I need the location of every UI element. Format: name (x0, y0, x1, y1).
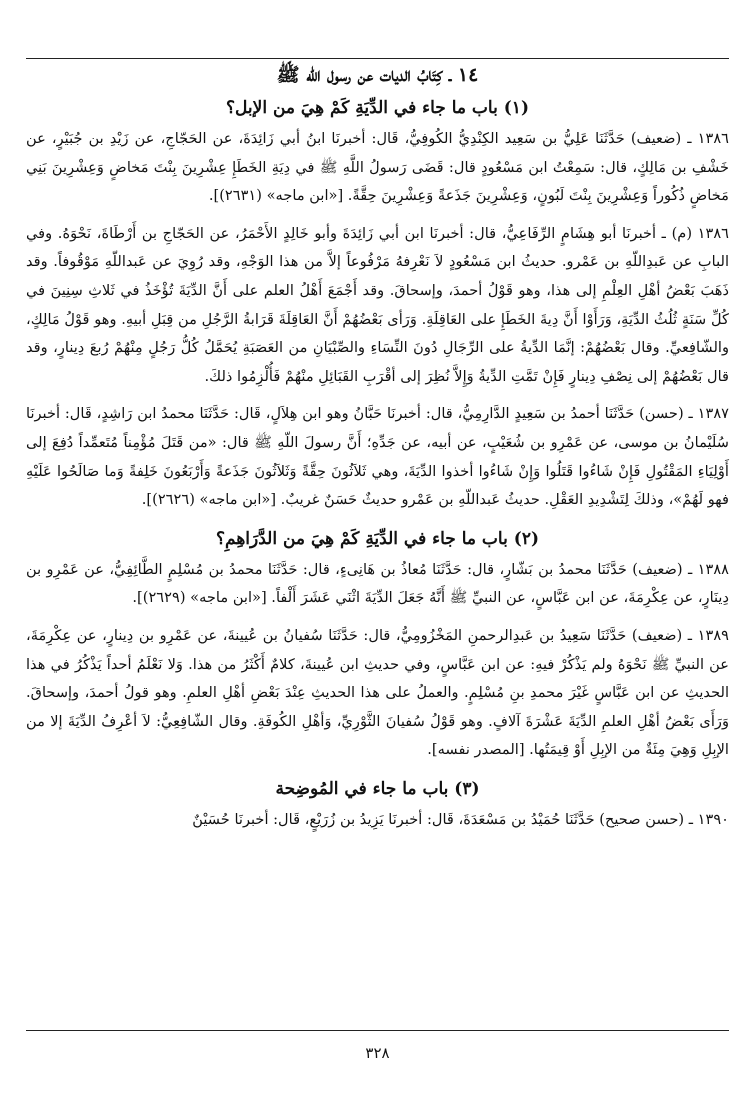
hadith-paragraph: ١٣٨٦ ـ (ضعيف) حَدَّثَنَا عَلِيُّ بن سَعِيد الكِنْدِيُّ الكُوفِيُّ، قَال: أخبرنَا ابنُ أبي زَائِدَةَ، عن الحَجّاجِ، عن زَيْدِ بن جُبَيْرٍ، عن خَشْفِ بن مَالِكٍ، قال: سَمِعْتُ ابن مَسْعُودٍ قال: قَضَى رَسولُ اللَّهِ ﷺ في دِيَةِ الخَطَإِ عِشْرِينَ بِنْتَ مَخاضٍ وَعِشْرِينَ بَنِي مَخاضٍ ذُكُوراً وَعِشْرِينَ بِنْتَ لَبُونٍ، وَعِشْرِينَ جَذَعةً وَعِشْرِينَ حِقَّةً. [«ابن ماجه» (٢٦٣١)]. (26, 130, 729, 205)
top-rule (26, 58, 729, 59)
hadith-paragraph: ١٣٨٧ ـ (حسن) حَدَّثَنَا أحمدُ بن سَعِيدٍ الدَّارِمِيُّ، قال: أخبرنَا حَبَّانُ وهو ابن هِلاَلٍ، قَال: حَدَّثَنَا محمدُ ابن رَاشِدٍ، قَال: أخبرنَا سُلَيْمانُ بن موسى، عن عَمْرِو بن شُعَيْبٍ، عن أبيه، عن جَدِّهِ؛ أَنَّ رسولَ اللّهِ ﷺ قال: «من قَتَلَ مُؤْمِناً مُتَعمِّداً دُفِعَ إلى أَوْلِيَاءِ المَقْتُولِ فَإِنْ شَاءُوا قَتَلُوا وَإِنْ شَاءُوا أخذوا الدِّيَةَ، وهي ثَلاَثُونَ حِقَّةً وَثَلاَثُونَ جَذَعةً وَأَرْبَعُونَ خَلِفةً وَما صَالَحُوا عَلَيْهِ فهو لَهُمْ»، وذلكَ لِتَشْدِيدِ العَقْلِ. حديثُ عَبداللّهِ بن عَمْرو حديثٌ حَسَنٌ غريبٌ. [«ابن ماجه» (٢٦٢٦)]. (26, 405, 729, 509)
section-heading: (١) باب ما جاء في الدِّيَةِ كَمْ هِيَ من الإبل؟ (226, 98, 529, 118)
hadith-paragraph: ١٣٩٠ ـ (حسن صحيح) حَدَّثَنَا حُمَيْدُ بن مَسْعَدَةَ، قَال: أخبرنَا يَزِيدُ بن زُرَيْعٍ، قَال: أخبرنَا حُسَيْنٌ (192, 810, 729, 828)
hadith-paragraph: ١٣٨٦ (م) ـ أخبرنَا أبو هِشَامٍ الرِّفَاعِيُّ، قال: أخبرنَا ابن أبي زَائِدَةَ وأبو خَالِدٍ الأَحْمَرُ، عن الحَجّاجِ بن أَرْطَاةَ، نَحْوَهُ. وفي البابِ عن عَبدِاللّهِ بن عَمْرو. حديثُ ابن مَسْعُودٍ لاَ نَعْرِفهُ مَرْفُوعاً إلاَّ من هذا الوَجْهِ، وقد رُوِيَ عن عَبداللّهِ مَوْقُوفاً. وقد ذَهَبَ بَعْضُ أهْلِ العِلْمِ إلى هذا، وهو قَوْلُ أحمدَ، وإسحاقَ. وقد أَجْمَعَ أَهْلُ العلم على أَنَّ الدِّيَةَ تُؤْخَذُ في ثَلاثِ سِنِينَ في كُلِّ سَنَةٍ ثُلُثُ الدِّيَةِ، وَرَأَوْا أَنَّ دِيةَ الخَطَإِ على العَاقِلَةِ. وَرَأى بَعْضُهُمْ أَنَّ العَاقِلَةَ قَرَابةُ الرَّجُلِ من قِبَلِ أبيهِ. وهو قَوْلُ مَالِكٍ، والشّافِعيِّ. وقال بَعْضُهُمْ: إنَّمَا الدِّيةُ على الرِّجَالِ دُونَ النِّسَاءِ والصِّبْيَانِ من العَصَبَةِ يُحَمَّلُ كُلُّ رَجُلٍ مِنْهُمْ رُبعَ دِينارٍ، وقد قال بَعْضُهُمْ إلى نِصْفِ دِينارٍ فَإِنْ تَمَّتِ الدِّيةُ وَإِلاَّ نُظِرَ إلى أقْرَبِ القَبَائِلِ منْهُمْ فَأُلْزِمُوا ذلكَ. (26, 224, 729, 385)
section-heading: (٢) باب ما جاء في الدِّيَةِ كَمْ هِيَ من الدَّرَاهِمِ؟ (216, 528, 539, 549)
hadith-paragraph: ١٣٨٨ ـ (ضعيف) حَدَّثَنَا محمدُ بن بَشّارٍ، قال: حَدَّثَنَا مُعاذُ بن هَانِىءٍ، قال: حَدَّثَنَا محمدُ بن مُسْلِمٍ الطَّائِفِيُّ، عن عَمْرِو بن دِينَارٍ، عن عِكْرِمَةَ، عن ابن عَبَّاسٍ، عن النبيِّ ﷺ أَنَّهُ جَعَلَ الدِّيَةَ اثْنَي عَشَرَ أَلْفاً. [«ابن ماجه» (٢٦٢٩)]. (26, 560, 729, 607)
bottom-rule (26, 1030, 729, 1031)
page-number: ٣٢٨ (365, 1044, 390, 1062)
section-heading: (٣) باب ما جاء في المُوضِحة (275, 778, 480, 799)
hadith-paragraph: ١٣٨٩ ـ (ضعيف) حَدَّثَنَا سَعِيدُ بن عَبدِالرحمنِ المَخْزُومِيُّ، قال: حَدَّثَنَا سُفيانُ بن عُيينةَ، عن عَمْرِو بن دِينارٍ، عن عِكْرِمَةَ، عن النبيِّ ﷺ نَحْوَهُ ولم يَذْكُرْ فيهِ: عن ابن عَبَّاسٍ، وفي حديثِ ابن عُيينةَ، كلامٌ أَكْثَرُ من هذا. وَلا نَعْلَمُ أحداً يَذْكُرُ في هذا الحديثِ عن ابن عَبَّاسٍ غَيْرَ محمدِ بنِ مُسْلِمٍ. والعملُ على هذا الحديثِ عِنْدَ بَعْضِ أهْلِ العلمِ. وهو قولُ أحمدَ، وإسحاقَ. وَرَأَى بَعْضُ أهْلِ العلمِ الدِّيَةَ عَشْرَةَ آلافٍ. وهو قَوْلُ سُفيانَ الثَّوْرِيِّ، وَأهْلِ الكُوفَةِ. وقال الشّافِعِيُّ: لاَ أعْرِفُ الدِّيَةَ إلا من الإبِلِ وَهِيَ مِئَةٌ من الإبِلِ أَوْ قِيمَتُها. [المصدر نفسه]. (26, 626, 729, 759)
book-title: ١٤ ـ كِتَابُ الديات عن رسول اللّه ﷺ (276, 64, 479, 86)
